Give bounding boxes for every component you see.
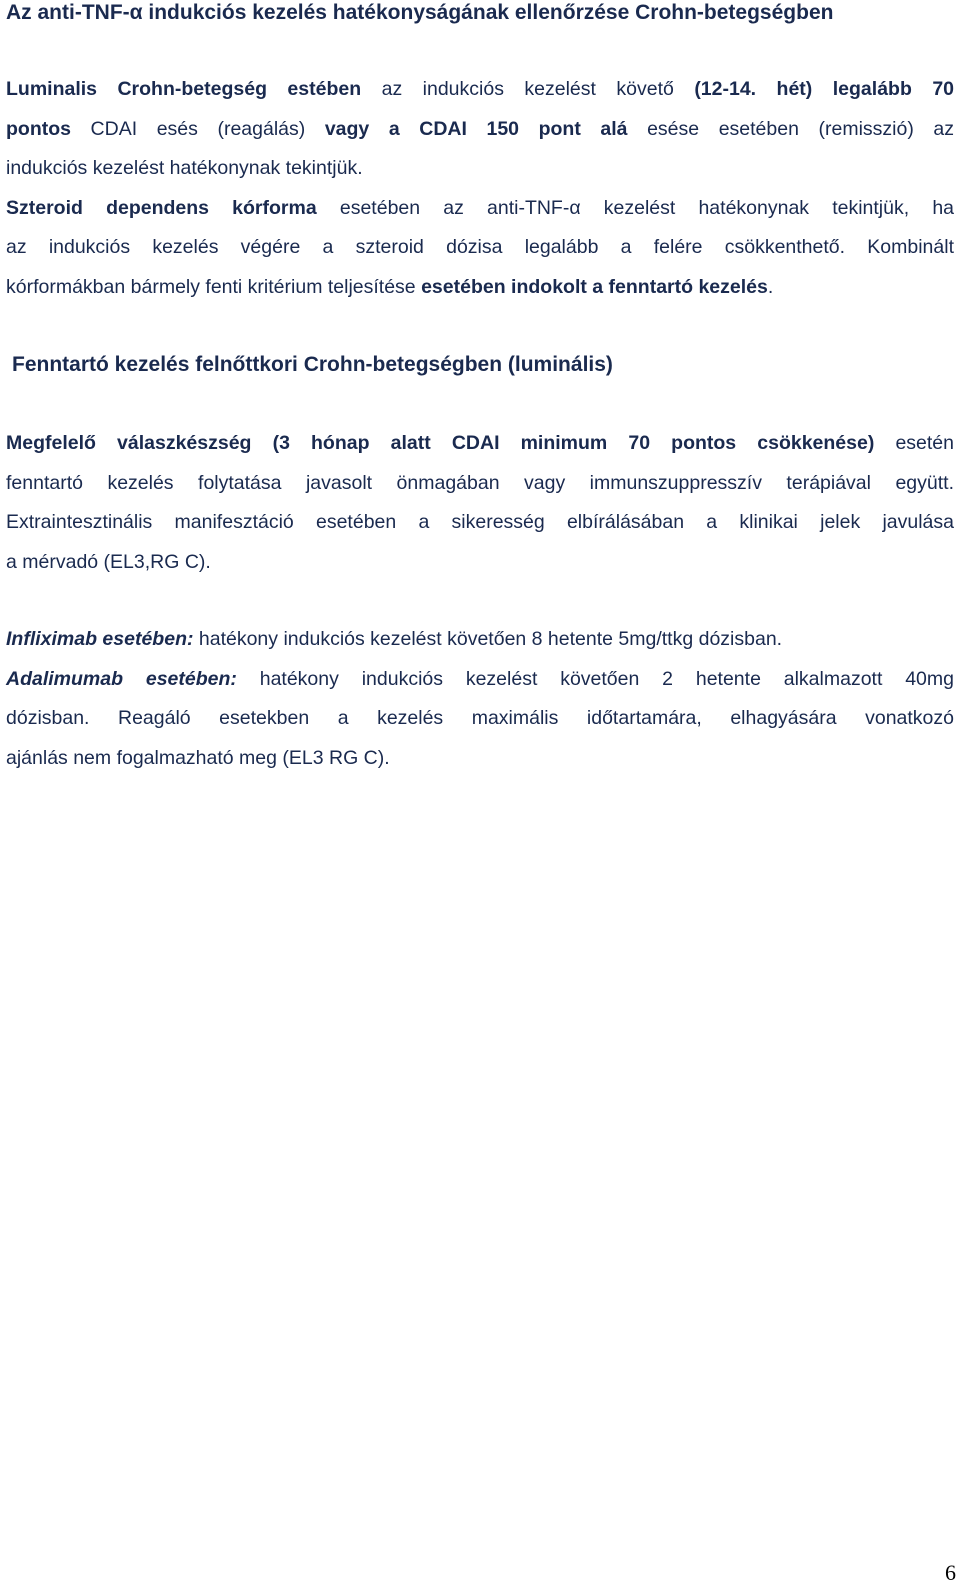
text-run: indukciós kezelést hatékonynak tekintjük. bbox=[6, 157, 363, 179]
section-title-maintenance-therapy: Fenntartó kezelés felnőttkori Crohn-betegségben (luminális) bbox=[12, 353, 613, 376]
page-number: 6 bbox=[945, 1560, 956, 1585]
text-run: esetén bbox=[874, 432, 954, 454]
text-run: dózisban. Reagáló esetekben a kezelés maximális időtartamára, elhagyására vonatkozó bbox=[6, 707, 954, 729]
text-line bbox=[6, 699, 954, 739]
text-line bbox=[6, 620, 954, 660]
bold-phrase: Luminalis Crohn-betegség estében bbox=[6, 78, 362, 100]
text-run: CDAI esés (reagálás) bbox=[70, 117, 325, 140]
text-run: esése esetében (remisszió) az bbox=[627, 117, 954, 140]
bold-phrase: vagy a CDAI 150 pont alá bbox=[324, 117, 628, 140]
text-run: az indukciós kezelést követő bbox=[361, 78, 695, 100]
text-run: Extraintesztinális manifesztáció esetében a sikeresség elbírálásában a klinikai jelek javulása bbox=[6, 511, 954, 533]
text-run: . bbox=[767, 275, 774, 298]
paragraph-drug-dosing bbox=[6, 620, 954, 778]
text-run: fenntartó kezelés folytatása javasolt önmagában vagy immunszuppresszív terápiával együtt. bbox=[6, 471, 954, 494]
bold-phrase: Szteroid dependens kórforma bbox=[6, 196, 317, 219]
text-line bbox=[6, 503, 954, 543]
text-line bbox=[6, 660, 954, 700]
text-run: hatékony indukciós kezelést követően 2 hetente alkalmazott 40mg bbox=[236, 667, 954, 690]
bold-phrase: Megfelelő válaszkészség (3 hónap alatt CDAI minimum 70 pontos csökkenése) bbox=[6, 432, 875, 454]
text-run: esetében az anti-TNF-α kezelést hatékonynak tekintjük, ha bbox=[316, 196, 955, 219]
text-line bbox=[6, 70, 954, 110]
drug-label-adalimumab: Adalimumab esetében: bbox=[6, 667, 237, 690]
text-run: Kombinált bbox=[845, 236, 954, 258]
paragraph-induction-criteria bbox=[6, 70, 954, 307]
bold-phrase: esetében indokolt a fenntartó kezelés bbox=[421, 275, 768, 298]
text-line bbox=[6, 739, 954, 779]
text-line bbox=[6, 110, 954, 150]
text-run: hatékony indukciós kezelést követően 8 hetente 5mg/ttkg dózisban. bbox=[193, 628, 783, 650]
drug-label-infliximab: Infliximab esetében: bbox=[6, 628, 194, 650]
text-line bbox=[6, 464, 954, 504]
text-line bbox=[6, 543, 954, 583]
text-run: az indukciós kezelés végére a szteroid dózisa legalább a felére csökkenthető. bbox=[6, 236, 846, 258]
text-line bbox=[6, 189, 954, 229]
text-line bbox=[6, 149, 954, 189]
text-run: kórformákban bármely fenti kritérium teljesítése bbox=[6, 275, 422, 298]
section-title-induction-efficacy: Az anti-TNF-α indukciós kezelés hatékonyságának ellenőrzése Crohn-betegségben bbox=[6, 1, 834, 24]
paragraph-maintenance-response bbox=[6, 424, 954, 582]
text-line bbox=[6, 268, 954, 308]
bold-phrase: pontos bbox=[6, 117, 71, 140]
bold-phrase: (12-14. hét) legalább 70 bbox=[694, 78, 955, 100]
text-line bbox=[6, 228, 954, 268]
text-run: a mérvadó (EL3,RG C). bbox=[6, 550, 211, 573]
text-run: ajánlás nem fogalmazható meg (EL3 RG C). bbox=[6, 746, 390, 769]
text-line bbox=[6, 424, 954, 464]
